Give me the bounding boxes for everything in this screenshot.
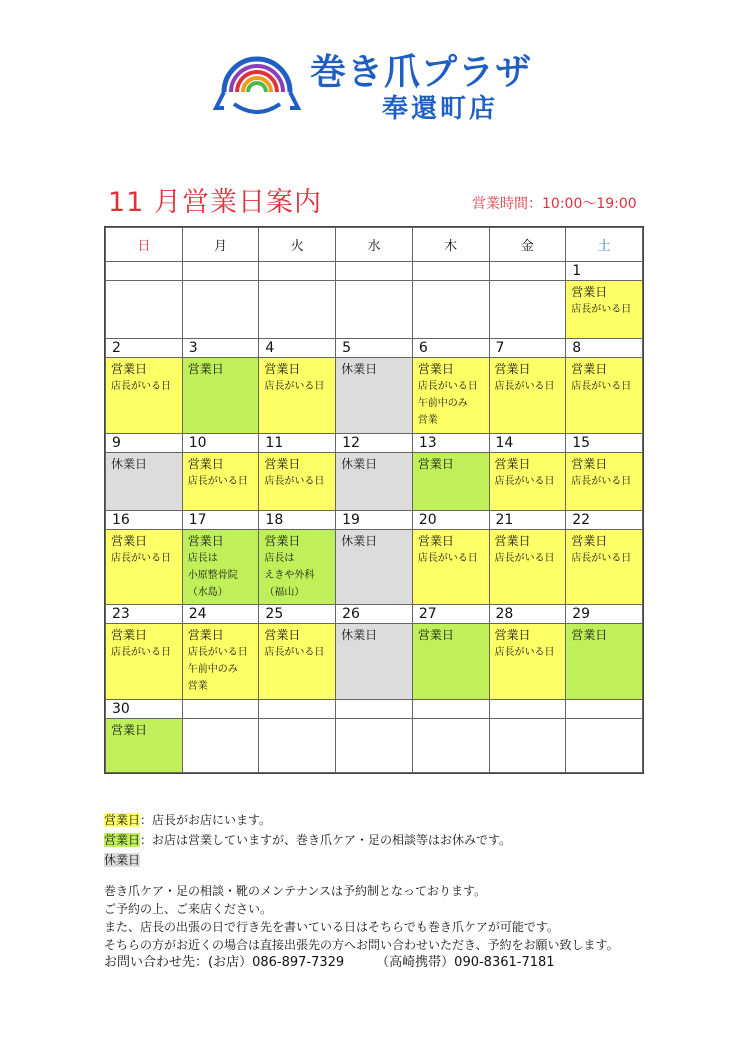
business-hours: 営業時間：10:00〜19:00: [472, 196, 637, 212]
day-status: 営業日: [494, 533, 531, 548]
week-date-row: [106, 605, 643, 624]
day-cell: [106, 281, 183, 339]
date-number: 30: [106, 699, 183, 718]
weekday-tue: 火: [259, 228, 336, 262]
day-note: 店長がいる日: [494, 381, 555, 393]
date-number: [412, 262, 489, 281]
week-status-row: [106, 529, 643, 604]
day-cell: [182, 718, 259, 772]
day-note: 店長がいる日: [264, 475, 325, 487]
date-number: 17: [182, 510, 259, 529]
date-number: [182, 262, 259, 281]
contact-mobile: （高崎携帯）090-8361-7181: [376, 955, 555, 970]
day-status: 営業日: [264, 533, 301, 548]
day-status: 営業日: [417, 456, 454, 471]
day-status: 営業日: [111, 628, 148, 643]
date-number: 18: [259, 510, 336, 529]
date-number: 13: [412, 433, 489, 452]
day-cell: [259, 281, 336, 339]
day-cell: [566, 718, 643, 772]
date-number: 3: [182, 339, 259, 358]
week-status-row: [106, 624, 643, 699]
date-number: 5: [336, 339, 413, 358]
day-note: 店長がいる日: [417, 381, 478, 393]
day-status: 営業日: [571, 456, 608, 471]
day-note: 店長がいる日: [111, 647, 171, 659]
day-status: 休業日: [341, 628, 378, 643]
day-cell: [336, 281, 413, 339]
date-number: [412, 699, 489, 718]
day-status: 休業日: [111, 456, 148, 471]
day-cell: [412, 358, 489, 433]
calendar-table: [105, 227, 643, 773]
date-number: [489, 699, 566, 718]
date-number: [182, 699, 259, 718]
date-number: [489, 262, 566, 281]
day-status: 営業日: [187, 628, 224, 643]
date-number: 19: [336, 510, 413, 529]
day-cell: [489, 529, 566, 604]
date-number: 25: [259, 605, 336, 624]
info-line: ご予約の上、ご来店ください。: [104, 902, 273, 916]
date-number: [106, 262, 183, 281]
week-status-row: [106, 718, 643, 772]
day-cell: [566, 452, 643, 510]
date-number: 11: [259, 433, 336, 452]
day-note: 店長がいる日: [111, 552, 171, 564]
day-note: 店長がいる日: [417, 552, 478, 564]
day-status: 営業日: [571, 628, 608, 643]
week-status-row: [106, 281, 643, 339]
week-date-row: [106, 339, 643, 358]
weekday-thu: 木: [412, 228, 489, 262]
date-number: 9: [106, 433, 183, 452]
week-date-row: [106, 262, 643, 281]
day-status: 営業日: [494, 628, 531, 643]
day-cell: [566, 529, 643, 604]
weekday-sat: 土: [566, 228, 643, 262]
day-cell: [412, 718, 489, 772]
contact-shop: お問い合わせ先：(お店）086-897-7329: [104, 955, 345, 970]
day-status: 営業日: [417, 533, 454, 548]
calendar: [104, 226, 644, 774]
date-number: [336, 699, 413, 718]
week-date-row: [106, 699, 643, 718]
day-cell: [336, 718, 413, 772]
day-note: 店長は: [187, 552, 218, 564]
day-cell: [106, 452, 183, 510]
legend-gray-label: 休業日: [104, 853, 141, 867]
weekday-wed: 水: [336, 228, 413, 262]
day-note: 営業: [417, 415, 438, 427]
day-cell: [106, 624, 183, 699]
day-cell: [489, 358, 566, 433]
day-note: 午前中のみ: [417, 398, 468, 410]
day-cell: [336, 624, 413, 699]
legend-gray: [104, 850, 511, 870]
legend-yellow-text: ：店長がお店にいます。: [140, 813, 272, 827]
day-note: 店長がいる日: [264, 381, 325, 393]
date-number: 20: [412, 510, 489, 529]
day-note: 店長がいる日: [111, 381, 171, 393]
info-block: [104, 882, 619, 972]
day-status: 営業日: [264, 456, 301, 471]
day-cell: [182, 358, 259, 433]
date-number: 28: [489, 605, 566, 624]
day-note: 店長がいる日: [264, 647, 325, 659]
day-cell: [489, 281, 566, 339]
date-number: [259, 262, 336, 281]
shop-name: 巻き爪プラザ: [310, 52, 533, 93]
day-cell: [259, 452, 336, 510]
day-status: 営業日: [111, 533, 148, 548]
date-number: 10: [182, 433, 259, 452]
day-status: 営業日: [571, 362, 608, 377]
date-number: 23: [106, 605, 183, 624]
info-line: 巻き爪ケア・足の相談・靴のメンテナンスは予約制となっております。: [104, 884, 487, 898]
day-status: 営業日: [571, 285, 608, 300]
day-note: 店長がいる日: [494, 647, 555, 659]
day-note: 店長がいる日: [187, 475, 248, 487]
legend-green-text: ：お店は営業していますが、巻き爪ケア・足の相談等はお休みです。: [140, 833, 512, 847]
info-line: また、店長の出張の日で行き先を書いている日はそちらでも巻き爪ケアが可能です。: [104, 920, 559, 934]
day-note: （水島）: [187, 586, 228, 598]
day-note: 小原整骨院: [187, 569, 238, 581]
branch-name: 奉還町店: [382, 94, 499, 124]
date-number: 8: [566, 339, 643, 358]
day-note: 店長がいる日: [187, 647, 248, 659]
day-status: 営業日: [111, 362, 148, 377]
day-note: 店長は: [264, 552, 295, 564]
day-status: 休業日: [341, 456, 378, 471]
day-status: 営業日: [417, 362, 454, 377]
week-date-row: [106, 433, 643, 452]
day-status: 営業日: [494, 456, 531, 471]
date-number: 6: [412, 339, 489, 358]
date-number: 22: [566, 510, 643, 529]
day-note: 店長がいる日: [494, 552, 555, 564]
day-note: えきや外科: [264, 569, 315, 581]
date-number: 1: [566, 262, 643, 281]
day-cell: [489, 452, 566, 510]
day-cell: [182, 624, 259, 699]
date-number: 4: [259, 339, 336, 358]
date-number: 7: [489, 339, 566, 358]
day-note: 店長がいる日: [571, 552, 632, 564]
day-cell: [182, 452, 259, 510]
day-status: 営業日: [187, 362, 224, 377]
day-note: 店長がいる日: [571, 304, 632, 316]
day-cell: [489, 624, 566, 699]
day-cell: [106, 358, 183, 433]
shop-logo: [212, 42, 552, 122]
day-cell: [182, 281, 259, 339]
day-cell: [336, 529, 413, 604]
day-cell: [259, 718, 336, 772]
day-status: 営業日: [187, 533, 224, 548]
day-status: 休業日: [341, 362, 378, 377]
weekday-header-row: [106, 228, 643, 262]
calendar-body: [106, 262, 643, 773]
day-status: 営業日: [494, 362, 531, 377]
day-note: （福山）: [264, 586, 305, 598]
date-number: 14: [489, 433, 566, 452]
day-status: 営業日: [111, 722, 148, 737]
week-date-row: [106, 510, 643, 529]
info-line: そちらの方がお近くの場合は直接出張先の方へお問い合わせいただき、予約をお願い致します。: [104, 938, 619, 952]
day-cell: [182, 529, 259, 604]
day-cell: [412, 452, 489, 510]
legend-yellow: [104, 810, 511, 830]
day-cell: [336, 358, 413, 433]
date-number: [259, 699, 336, 718]
weekday-sun: 日: [106, 228, 183, 262]
date-number: 2: [106, 339, 183, 358]
day-cell: [566, 281, 643, 339]
day-cell: [336, 452, 413, 510]
day-cell: [106, 529, 183, 604]
legend-yellow-label: 営業日: [104, 813, 141, 827]
date-number: 29: [566, 605, 643, 624]
date-number: 27: [412, 605, 489, 624]
contact-line: [104, 954, 619, 972]
day-cell: [566, 624, 643, 699]
day-note: 店長がいる日: [571, 381, 632, 393]
week-status-row: [106, 358, 643, 433]
day-status: 営業日: [264, 362, 301, 377]
date-number: [566, 699, 643, 718]
legend-green: [104, 830, 511, 850]
weekday-fri: 金: [489, 228, 566, 262]
date-number: 12: [336, 433, 413, 452]
day-status: 営業日: [571, 533, 608, 548]
day-note: 午前中のみ: [187, 664, 238, 676]
date-number: 15: [566, 433, 643, 452]
day-cell: [412, 529, 489, 604]
day-status: 営業日: [417, 628, 454, 643]
page-title: 11 月営業日案内: [108, 187, 322, 218]
day-status: 営業日: [187, 456, 224, 471]
weekday-mon: 月: [182, 228, 259, 262]
legend-green-label: 営業日: [104, 833, 141, 847]
rainbow-logo-icon: [212, 42, 302, 118]
date-number: 21: [489, 510, 566, 529]
day-cell: [106, 718, 183, 772]
day-cell: [412, 624, 489, 699]
day-cell: [412, 281, 489, 339]
day-note: 店長がいる日: [571, 475, 632, 487]
day-cell: [259, 624, 336, 699]
date-number: 24: [182, 605, 259, 624]
day-cell: [489, 718, 566, 772]
day-cell: [566, 358, 643, 433]
day-note: 営業: [187, 681, 208, 693]
day-note: 店長がいる日: [494, 475, 555, 487]
week-status-row: [106, 452, 643, 510]
day-cell: [259, 529, 336, 604]
date-number: 26: [336, 605, 413, 624]
date-number: 16: [106, 510, 183, 529]
date-number: [336, 262, 413, 281]
legend: [104, 810, 511, 870]
day-status: 休業日: [341, 533, 378, 548]
day-status: 営業日: [264, 628, 301, 643]
day-cell: [259, 358, 336, 433]
